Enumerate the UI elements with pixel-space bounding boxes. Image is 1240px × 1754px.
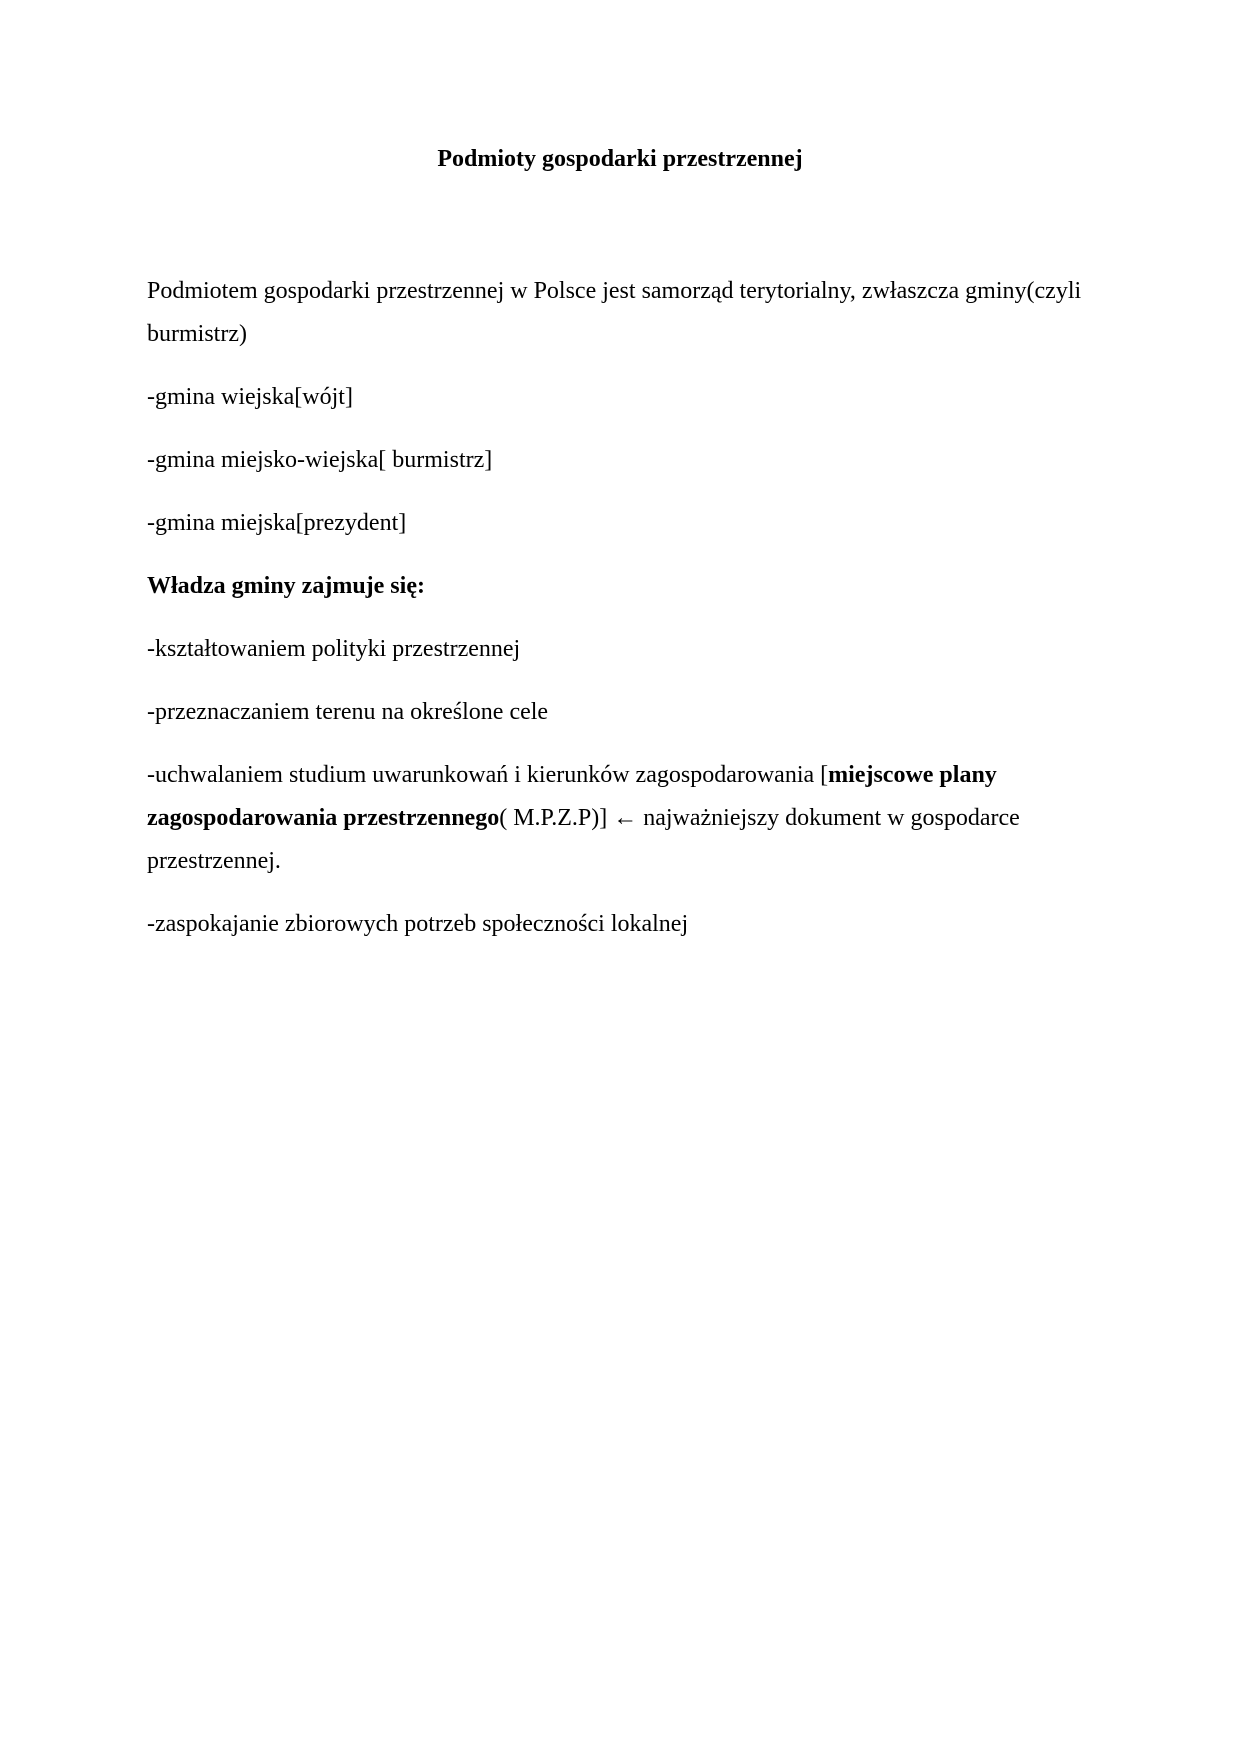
- task-item: -przeznaczaniem terenu na określone cele: [147, 699, 549, 725]
- intro-paragraph: Podmiotem gospodarki przestrzennej w Polsce jest samorząd terytorialny, zwłaszcza gminy(czyli burmistrz): [147, 278, 1082, 347]
- gmina-type-urban: -gmina miejska[prezydent]: [147, 510, 407, 536]
- task-text: ( M.P.Z.P)] ← najważniejszy dokument w gospodarce przestrzennej.: [147, 805, 1020, 874]
- gmina-type-rural: -gmina wiejska[wójt]: [147, 384, 353, 410]
- section-heading: Władza gminy zajmuje się:: [147, 573, 425, 599]
- gmina-type-urban-rural: -gmina miejsko-wiejska[ burmistrz]: [147, 447, 493, 473]
- document-title: Podmioty gospodarki przestrzennej: [437, 146, 803, 172]
- task-item: -zaspokajanie zbiorowych potrzeb społeczności lokalnej: [147, 911, 689, 937]
- task-text: -uchwalaniem studium uwarunkowań i kierunków zagospodarowania [: [147, 762, 829, 788]
- task-text-bold: miejscowe plany zagospodarowania przestrzennego: [147, 762, 997, 831]
- task-item: -kształtowaniem polityki przestrzennej: [147, 636, 521, 662]
- task-item-mpzp: [147, 754, 1087, 883]
